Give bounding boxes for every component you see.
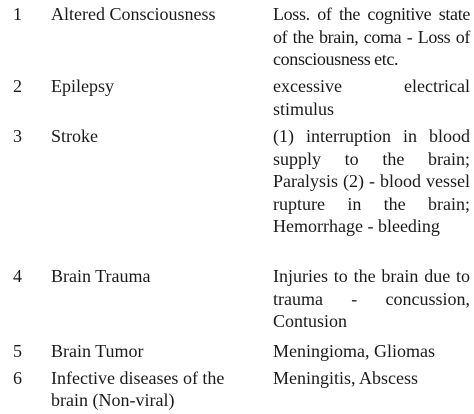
disease-name: Stroke [51, 126, 98, 146]
disease-description: excessive electrical stimulus [273, 76, 470, 119]
row-number: 6 [13, 368, 22, 388]
disease-description: (1) interruption in blood supply to the brain; Paralysis (2) - blood vessel rupture in the brain; Hemorrhage - bleeding [273, 126, 470, 236]
disease-description: Loss. of the cognitive state of the brain, coma - Loss of consciousness etc. [273, 4, 470, 69]
row-number: 5 [13, 341, 22, 361]
disease-description: Meningitis, Abscess [273, 368, 419, 388]
disease-name: Infective diseases of the brain (Non-viral) [51, 368, 225, 410]
row-number: 1 [13, 4, 22, 24]
disease-name: Epilepsy [51, 76, 114, 96]
disease-description: Meningioma, Gliomas [273, 341, 435, 361]
row-number: 3 [13, 126, 22, 146]
row-number: 2 [13, 76, 22, 96]
disease-name: Altered Consciousness [51, 4, 216, 24]
disease-name: Brain Trauma [51, 266, 151, 286]
disease-name: Brain Tumor [51, 341, 144, 361]
row-number: 4 [13, 266, 22, 286]
disease-description: Injuries to the brain due to trauma - concussion, Contusion [273, 266, 470, 331]
